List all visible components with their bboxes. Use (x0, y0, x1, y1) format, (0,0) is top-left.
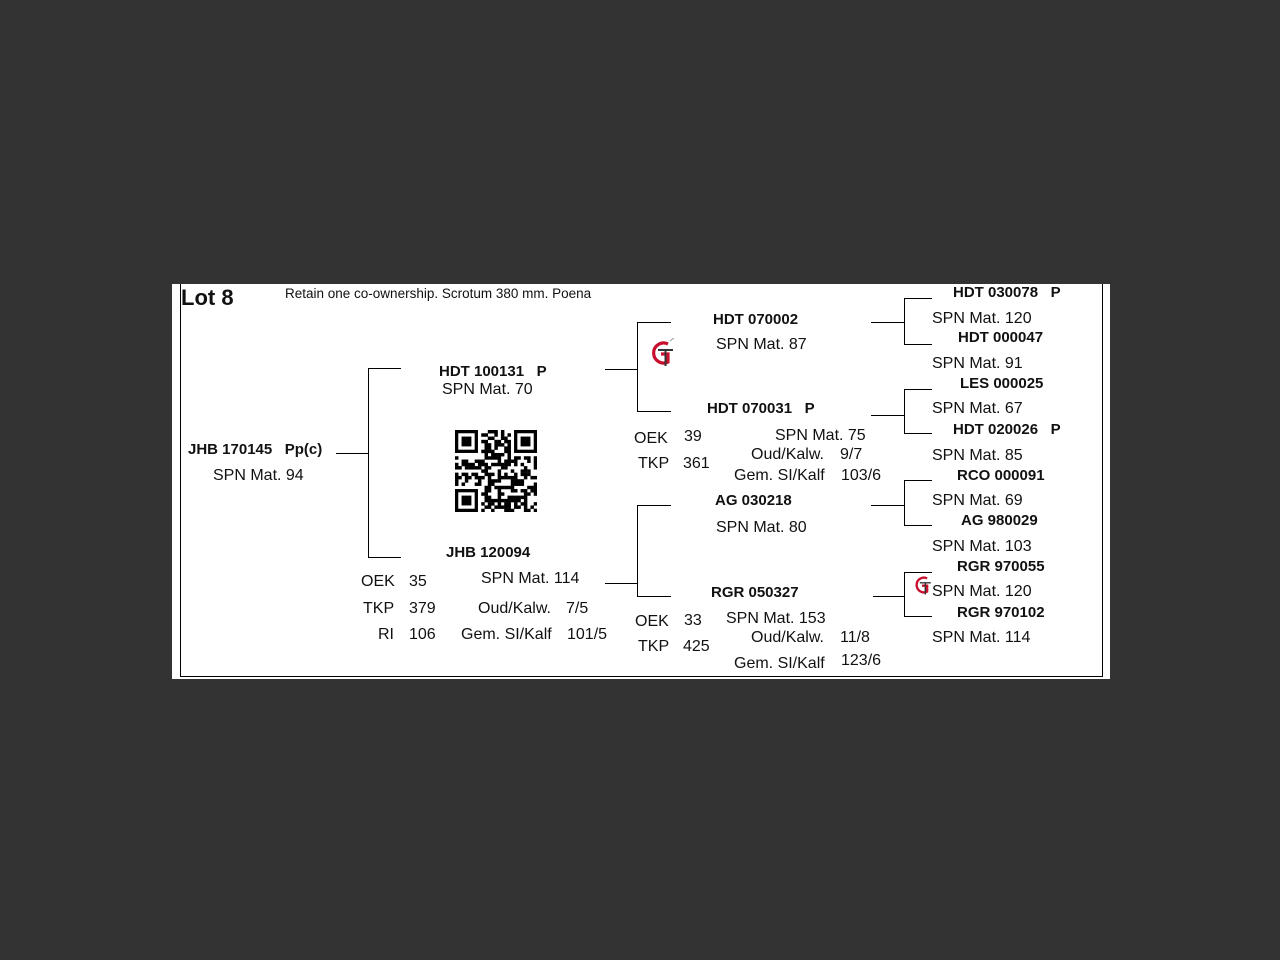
line (904, 572, 905, 617)
animal-spn: SPN Mat. 94 (213, 467, 304, 484)
maternal-grandsire-spn: SPN Mat. 80 (716, 519, 807, 536)
line (904, 616, 932, 617)
paternal-granddam-spn: SPN Mat. 75 (775, 427, 866, 444)
maternal-granddam-gem: 123/6 (841, 652, 882, 669)
gt-logo-icon (911, 574, 933, 596)
maternal-granddam-oud-label: Oud/Kalw. (751, 629, 824, 646)
line (873, 596, 904, 597)
ancestor-4-spn: SPN Mat. 85 (932, 447, 1023, 464)
maternal-grandsire-id: AG 030218 (715, 492, 792, 509)
dam-oud-label: Oud/Kalw. (478, 600, 551, 617)
maternal-granddam-oek-label: OEK (635, 613, 669, 630)
paternal-granddam-gem-label: Gem. SI/Kalf (734, 467, 825, 484)
ancestor-1-tag: P (1050, 284, 1061, 301)
line (336, 453, 369, 454)
sire-id (439, 363, 547, 381)
paternal-granddam-gem: 103/6 (841, 467, 882, 484)
maternal-granddam-oek: 33 (684, 612, 702, 629)
sire-id-text: HDT 100131 (439, 363, 525, 380)
ancestor-8-id: RGR 970102 (957, 604, 1045, 621)
paternal-granddam-oud-label: Oud/Kalw. (751, 446, 824, 463)
dam-oud: 7/5 (566, 600, 589, 617)
ancestor-2-id: HDT 000047 (958, 329, 1044, 346)
ancestor-4-tag: P (1050, 421, 1061, 438)
ancestor-1-id-text: HDT 030078 (953, 284, 1039, 301)
ancestor-5-id: RCO 000091 (957, 467, 1045, 484)
line (637, 322, 638, 412)
paternal-granddam-tkp: 361 (683, 455, 710, 472)
paternal-granddam-tkp-label: TKP (638, 455, 670, 472)
line (871, 322, 904, 323)
line (637, 505, 671, 506)
dam-oek: 35 (409, 573, 427, 590)
paternal-grandsire-spn: SPN Mat. 87 (716, 336, 807, 353)
ancestor-2-spn: SPN Mat. 91 (932, 355, 1023, 372)
lot-title: Lot 8 (181, 285, 234, 310)
line (368, 368, 401, 369)
dam-spn: SPN Mat. 114 (481, 570, 580, 587)
maternal-granddam-tkp-label: TKP (638, 638, 670, 655)
animal-id-text: JHB 170145 (188, 441, 273, 458)
line (637, 322, 671, 323)
ancestor-4-id (953, 421, 1061, 439)
paternal-granddam-oek-label: OEK (634, 430, 668, 447)
dam-oek-label: OEK (361, 573, 395, 590)
animal-id (188, 441, 322, 459)
maternal-granddam-gem-label: Gem. SI/Kalf (734, 655, 825, 672)
gt-logo-icon (646, 338, 676, 368)
line (904, 389, 905, 434)
ancestor-8-spn: SPN Mat. 114 (932, 629, 1031, 646)
paternal-granddam-tag: P (804, 400, 815, 417)
ancestor-5-spn: SPN Mat. 69 (932, 492, 1023, 509)
ancestor-1-id (953, 284, 1061, 302)
line (904, 480, 905, 526)
line (904, 298, 932, 299)
line (637, 505, 638, 597)
dam-gem: 101/5 (567, 626, 608, 643)
animal-tag: Pp(c) (284, 441, 323, 458)
line (368, 557, 401, 558)
line (871, 415, 904, 416)
lot-note: Retain one co-ownership. Scrotum 380 mm. Poena (285, 286, 592, 301)
pedigree-sheet (172, 284, 1110, 679)
paternal-granddam-oek: 39 (684, 428, 702, 445)
line (904, 389, 932, 390)
maternal-granddam-spn: SPN Mat. 153 (726, 610, 826, 627)
line (605, 583, 638, 584)
line (605, 369, 638, 370)
dam-tkp-label: TKP (363, 600, 395, 617)
line (904, 525, 932, 526)
line (637, 411, 671, 412)
line (904, 572, 932, 573)
qr-code-icon (455, 430, 537, 512)
dam-id: JHB 120094 (446, 544, 531, 561)
maternal-granddam-oud: 11/8 (840, 629, 870, 646)
paternal-granddam-id-text: HDT 070031 (707, 400, 793, 417)
ancestor-3-id: LES 000025 (960, 375, 1044, 392)
dam-gem-label: Gem. SI/Kalf (461, 626, 552, 643)
paternal-granddam-oud: 9/7 (840, 446, 863, 463)
ancestor-7-spn: SPN Mat. 120 (932, 583, 1032, 600)
line (637, 596, 671, 597)
ancestor-6-spn: SPN Mat. 103 (932, 538, 1032, 555)
paternal-granddam-id (707, 400, 815, 418)
line (904, 344, 932, 345)
maternal-granddam-tkp: 425 (683, 638, 710, 655)
ancestor-4-id-text: HDT 020026 (953, 421, 1039, 438)
line (368, 368, 369, 558)
sire-spn: SPN Mat. 70 (442, 381, 533, 398)
dam-tkp: 379 (409, 600, 436, 617)
line (904, 480, 932, 481)
line (904, 433, 932, 434)
maternal-granddam-id: RGR 050327 (711, 584, 799, 601)
ancestor-7-id: RGR 970055 (957, 558, 1045, 575)
line (871, 505, 904, 506)
dam-ri: 106 (409, 626, 436, 643)
dam-ri-label: RI (378, 626, 394, 643)
paternal-grandsire-id: HDT 070002 (713, 311, 799, 328)
sire-tag: P (536, 363, 547, 380)
ancestor-3-spn: SPN Mat. 67 (932, 400, 1023, 417)
line (904, 298, 905, 345)
ancestor-1-spn: SPN Mat. 120 (932, 310, 1032, 327)
ancestor-6-id: AG 980029 (961, 512, 1038, 529)
